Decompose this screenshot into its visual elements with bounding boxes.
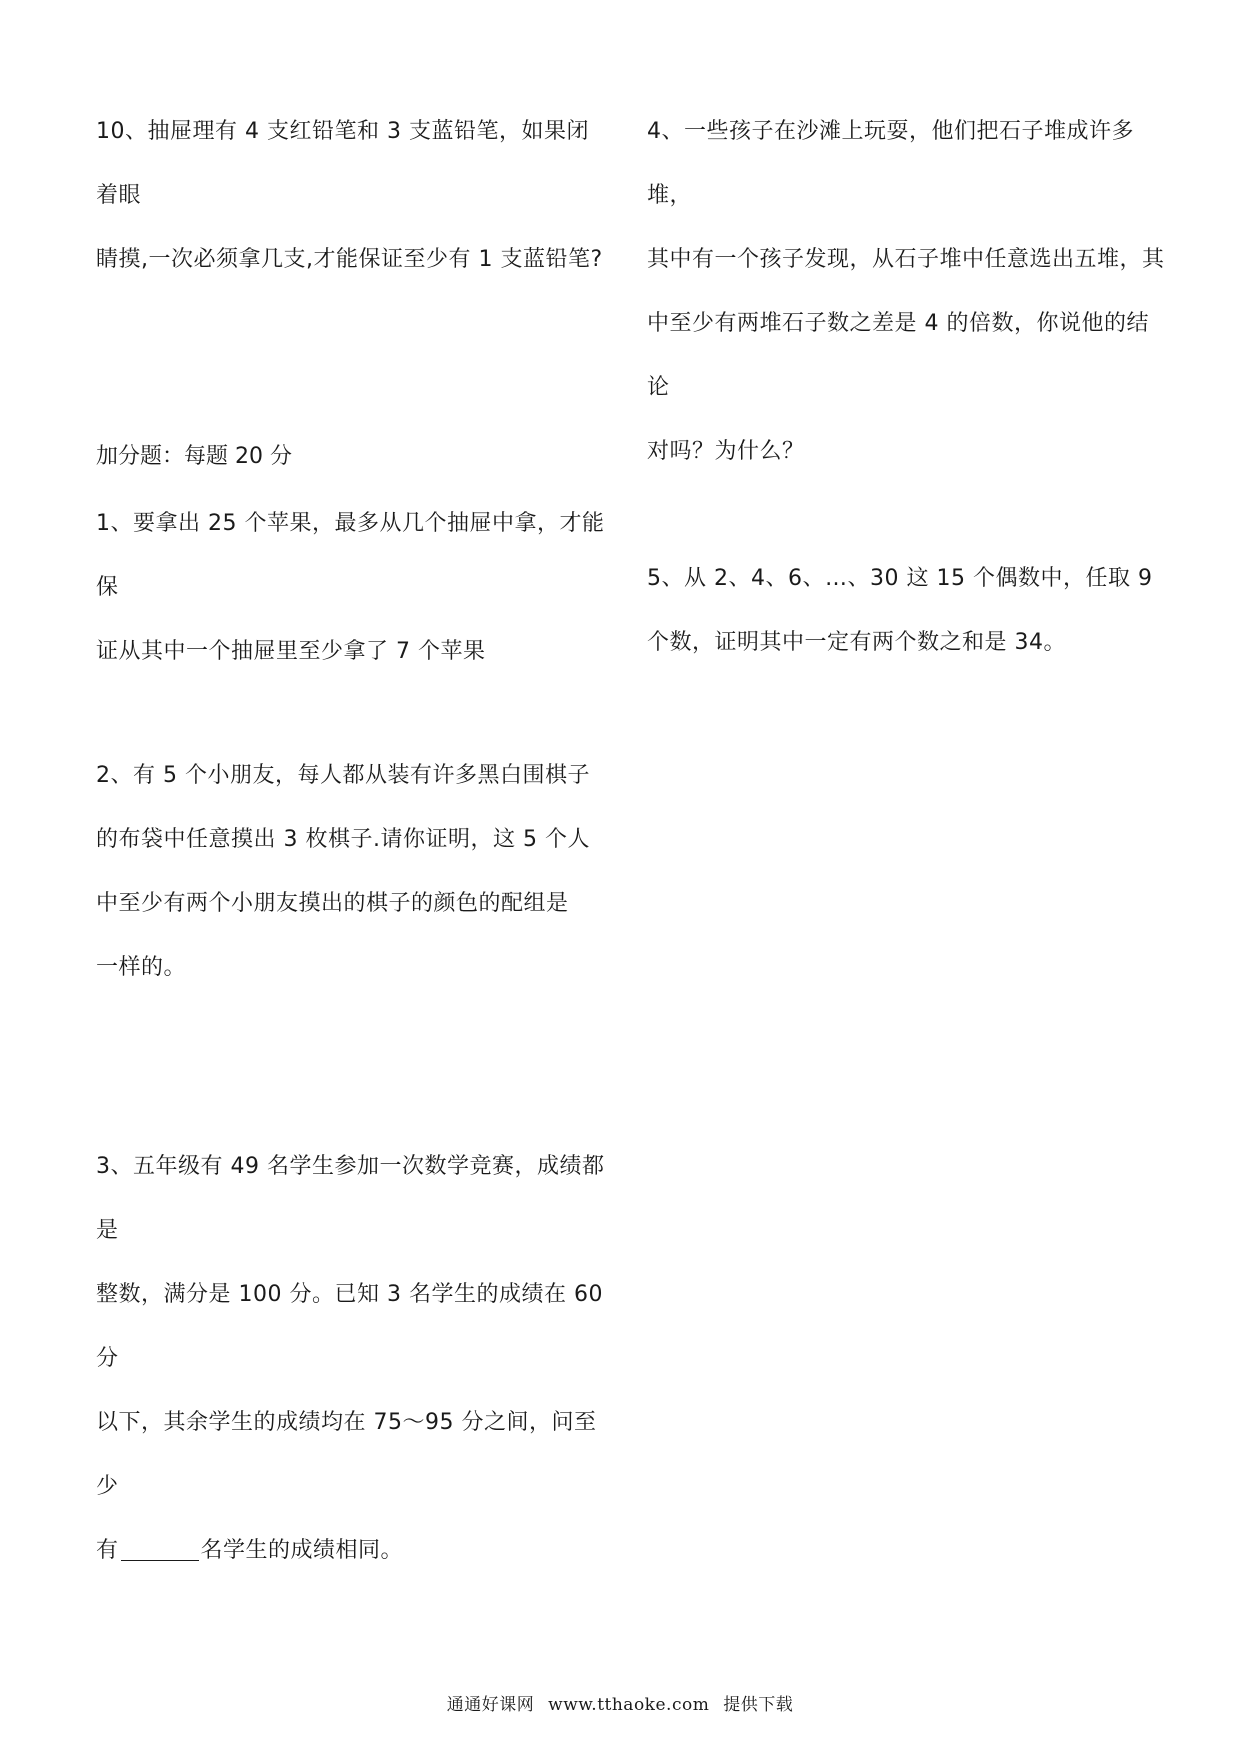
footer-url[interactable]: www.tthaoke.com xyxy=(548,1695,710,1715)
bonus-question-1-line-1: 1、要拿出 25 个苹果，最多从几个抽屉中拿，才能保 xyxy=(96,511,605,600)
question-10 xyxy=(96,100,606,292)
question-4-line-4: 对吗？为什么？ xyxy=(647,439,805,464)
question-5-line-1: 5、从 2、4、6、…、30 这 15 个偶数中，任取 9 xyxy=(647,566,1153,591)
bonus-question-3-line-2: 整数，满分是 100 分。已知 3 名学生的成绩在 60 分 xyxy=(96,1282,603,1371)
bonus-question-2-line-2: 的布袋中任意摸出 3 枚棋子.请你证明，这 5 个人 xyxy=(96,827,590,852)
bonus-question-3 xyxy=(96,1135,606,1583)
footer-note: 提供下载 xyxy=(723,1695,794,1715)
bonus-question-1-line-2: 证从其中一个抽屉里至少拿了 7 个苹果 xyxy=(96,639,486,664)
bonus-question-3-line-4 xyxy=(96,1519,606,1583)
bonus-question-3-line-4-start: 有 xyxy=(96,1538,119,1563)
bonus-question-2-line-3: 中至少有两个小朋友摸出的棋子的颜色的配组是 xyxy=(96,891,569,916)
question-5-line-2: 个数，证明其中一定有两个数之和是 34。 xyxy=(647,630,1066,655)
footer-site-name: 通通好课网 xyxy=(446,1695,535,1715)
bonus-section-title: 加分题：每题 20 分 xyxy=(96,444,292,469)
bonus-question-3-line-3: 以下，其余学生的成绩均在 75～95 分之间，问至少 xyxy=(96,1410,597,1499)
question-10-line-1: 10、抽屉理有 4 支红铅笔和 3 支蓝铅笔，如果闭着眼 xyxy=(96,119,589,208)
bonus-question-3-line-4-end: 名学生的成绩相同。 xyxy=(200,1538,404,1563)
question-5 xyxy=(647,547,1167,675)
question-4-line-2: 其中有一个孩子发现，从石子堆中任意选出五堆，其 xyxy=(647,247,1165,272)
bonus-question-2 xyxy=(96,744,606,1000)
answer-blank[interactable] xyxy=(121,1536,199,1561)
bonus-question-3-line-1: 3、五年级有 49 名学生参加一次数学竞赛，成绩都是 xyxy=(96,1154,605,1243)
bonus-question-2-line-4: 一样的。 xyxy=(96,955,187,980)
question-4-line-1: 4、一些孩子在沙滩上玩耍，他们把石子堆成许多堆， xyxy=(647,119,1134,208)
question-4-line-3: 中至少有两堆石子数之差是 4 的倍数，你说他的结论 xyxy=(647,311,1149,400)
bonus-question-2-line-1: 2、有 5 个小朋友，每人都从装有许多黑白围棋子 xyxy=(96,763,590,788)
page-footer xyxy=(0,1693,1240,1717)
question-4 xyxy=(647,100,1167,484)
bonus-question-1 xyxy=(96,492,606,684)
question-10-line-2: 睛摸,一次必须拿几支,才能保证至少有 1 支蓝铅笔? xyxy=(96,247,603,272)
